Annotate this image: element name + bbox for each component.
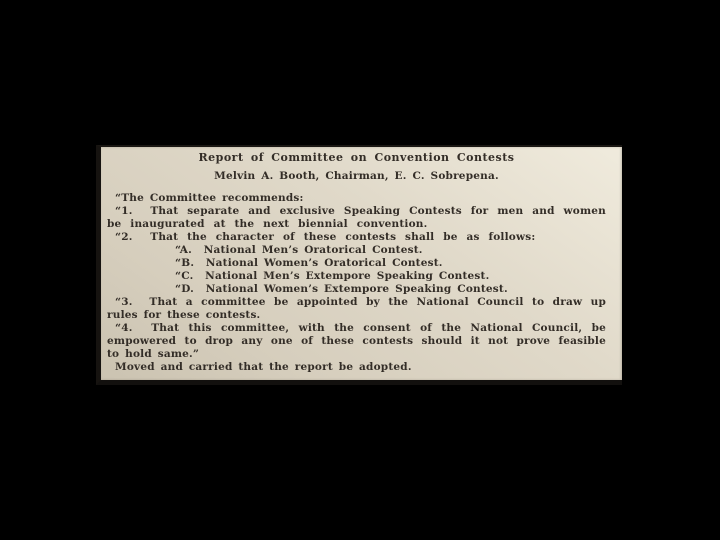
doc-line-item2: “2. That the character of these contests shall be as follows: <box>115 231 536 243</box>
report-document <box>101 147 622 374</box>
doc-line-item1-b: be inaugurated at the next biennial convention. <box>107 218 428 230</box>
doc-line-item3-b: rules for these contests. <box>107 309 261 321</box>
report-byline: Melvin A. Booth, Chairman, E. C. Sobrepena. <box>214 170 499 182</box>
report-title: Report of Committee on Convention Contests <box>198 151 515 164</box>
doc-line-item1-a: “1. That separate and exclusive Speaking Contests for men and women <box>115 205 606 217</box>
doc-line-recommends: “The Committee recommends: <box>115 192 304 204</box>
doc-line-sub-b: “B. National Women’s Oratorical Contest. <box>175 257 443 269</box>
doc-line-item4-a: “4. That this committee, with the consent of the National Council, be <box>115 322 606 334</box>
report-body <box>107 192 606 374</box>
scanned-page <box>96 145 622 385</box>
doc-line-sub-a: “A. National Men’s Oratorical Contest. <box>175 244 423 256</box>
doc-line-adopted: Moved and carried that the report be adopted. <box>115 361 412 373</box>
doc-line-item3-a: “3. That a committee be appointed by the National Council to draw up <box>115 296 606 308</box>
doc-line-item4-b: empowered to drop any one of these contests should it not prove feasible <box>107 335 606 347</box>
doc-line-item4-c: to hold same.” <box>107 348 200 360</box>
doc-line-sub-c: “C. National Men’s Extempore Speaking Contest. <box>175 270 490 282</box>
doc-line-sub-d: “D. National Women’s Extempore Speaking Contest. <box>175 283 508 295</box>
